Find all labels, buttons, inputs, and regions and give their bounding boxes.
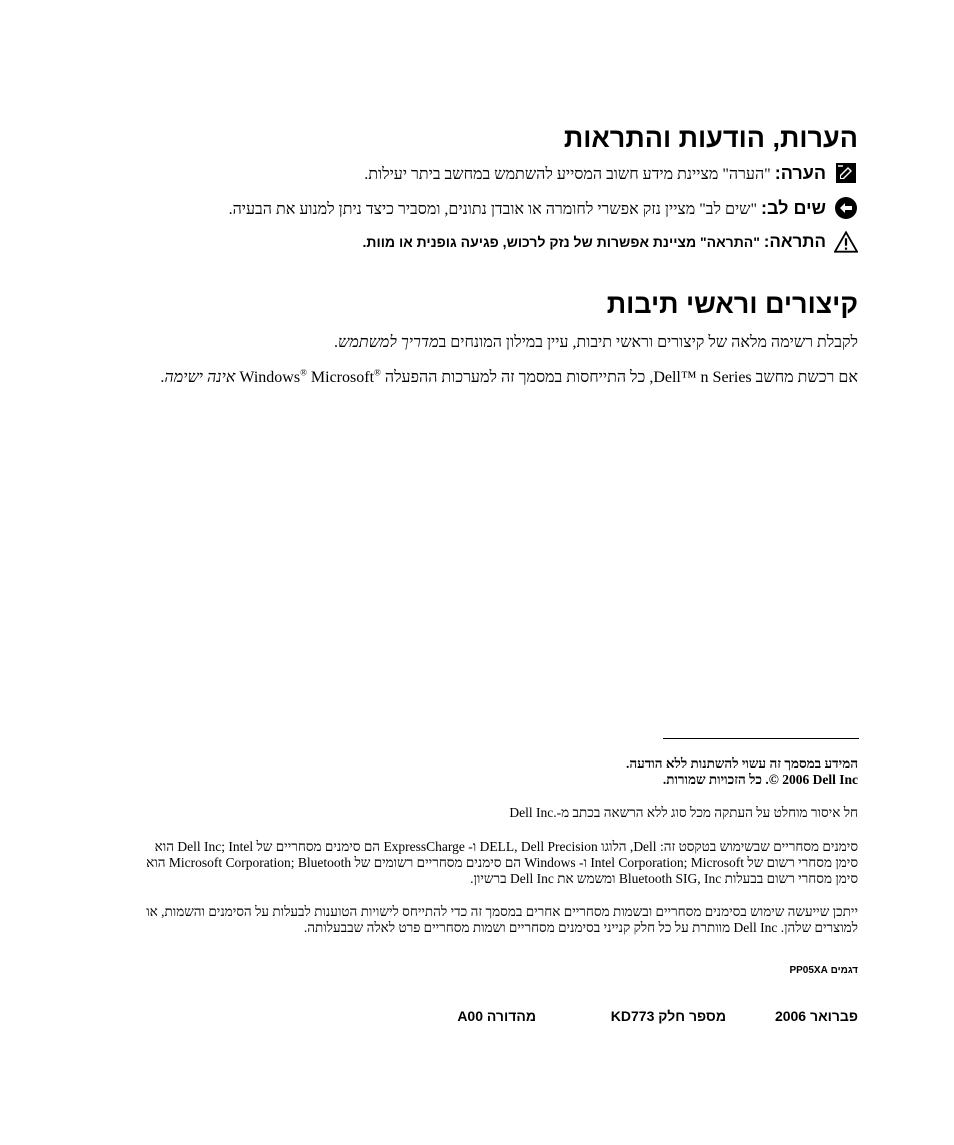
microsoft-name: Microsoft — [306, 369, 375, 386]
models-line — [789, 965, 858, 976]
models-label: דגמים — [830, 965, 858, 976]
note-line — [364, 163, 826, 184]
notice-row — [98, 195, 858, 221]
trademarks-line-3: סימן מסחרי רשום בבעלות Bluetooth SIG, Inc ומשמש את Dell Inc ברשיון. — [470, 871, 858, 886]
registered-mark-1: ® — [300, 367, 307, 378]
shortcuts-title: קיצורים וראשי תיבות — [606, 289, 858, 319]
users-guide-title: מדריך למשתמש — [338, 334, 439, 351]
notice-icon — [834, 196, 858, 220]
notice-text: "שים לב" מציין נזק אפשרי לחומרה או אובדן נתונים, ומסביר כיצד ניתן למנוע את הבעיה. — [228, 200, 758, 218]
caution-line — [363, 232, 826, 252]
rights-reserved: . כל הזכויות שמורות. — [662, 772, 769, 787]
notices-title: הערות, הודעות והתראות — [563, 123, 858, 153]
copyright-holder: © 2006 Dell Inc — [768, 772, 858, 787]
shortcuts-line-2 — [160, 368, 858, 388]
windows-name: Windows — [239, 369, 301, 386]
shortcuts-line-1-end: . — [334, 334, 339, 351]
subject-to-change: המידע במסמך זה עשוי להשתנות ללא הודעה. — [626, 756, 858, 771]
legal-divider — [663, 738, 859, 739]
footer-date: פברואר 2006 — [774, 1008, 858, 1024]
trademarks-line-1: סימנים מסחריים שבשימוש בטקסט זה: Dell, הלוגו DELL, Dell Precision ו- ExpressCharge הם סימנים מסחריים של Dell Inc; Intel הוא — [154, 839, 858, 854]
footer-part-number — [611, 1008, 726, 1024]
revision-value: A00 — [457, 1008, 483, 1024]
revision-label: מהדורה — [486, 1008, 536, 1024]
line-2-end: . — [160, 369, 165, 386]
caution-label: התראה: — [763, 232, 826, 251]
registered-mark-2: ® — [374, 367, 381, 378]
footer-revision — [457, 1008, 536, 1024]
caution-row — [98, 229, 858, 255]
note-row — [98, 160, 858, 186]
note-label: הערה: — [774, 162, 826, 183]
reproduction-company: Dell Inc. — [506, 805, 557, 820]
other-trademarks-line-2: למוצרים שלהן. Dell Inc מוותרת על כל חלק קנייני בסימנים מסחריים ושמות מסחריים פרט לאלה שבבעלותה. — [303, 920, 858, 935]
shortcuts-line-1 — [334, 333, 858, 353]
os-names — [239, 369, 380, 386]
shortcuts-line-1-text: לקבלת רשימה מלאה של קיצורים וראשי תיבות, עיין במילון המונחים ב — [438, 334, 858, 351]
part-value: KD773 — [610, 1008, 655, 1024]
warning-triangle-icon — [834, 230, 858, 254]
line-2-part-a: אם רכשת מחשב — [751, 369, 858, 386]
note-text: "הערה" מציינת מידע חשוב המסייע להשתמש במחשב ביתר יעילות. — [364, 165, 771, 183]
not-applicable-text: אינה ישימה — [164, 369, 236, 386]
models-value: PP05XA — [789, 965, 828, 976]
caution-text: "התראה" מציינת אפשרות של נזק לרכוש, פגיעה גופנית או מוות. — [362, 234, 760, 250]
note-icon — [834, 161, 858, 185]
reproduction-text: חל איסור מוחלט על העתקה מכל סוג ללא הרשאה בכתב מ- — [556, 805, 858, 820]
copyright-line — [663, 772, 858, 788]
notice-line — [229, 198, 826, 219]
notice-label: שים לב: — [761, 197, 826, 218]
dell-n-series: Dell™ n Series — [653, 369, 752, 386]
trademarks-line-2: סימן מסחרי רשום של Intel Corporation; Microsoft ו- Windows הם סימנים מסחריים רשומים של Microsoft Corporation; Bluetooth הוא — [146, 855, 858, 870]
other-trademarks-line-1: ייתכן שייעשה שימוש בסימנים מסחריים ובשמות מסחריים אחרים במסמך זה כדי להתייחס לישויות הטוענות לבעלות על הסימנים והשמות, או — [146, 904, 858, 919]
reproduction-line — [506, 805, 858, 821]
part-label: מספר חלק — [658, 1008, 726, 1024]
line-2-part-c: , כל התייחסות במסמך זה למערכות ההפעלה — [380, 369, 654, 386]
